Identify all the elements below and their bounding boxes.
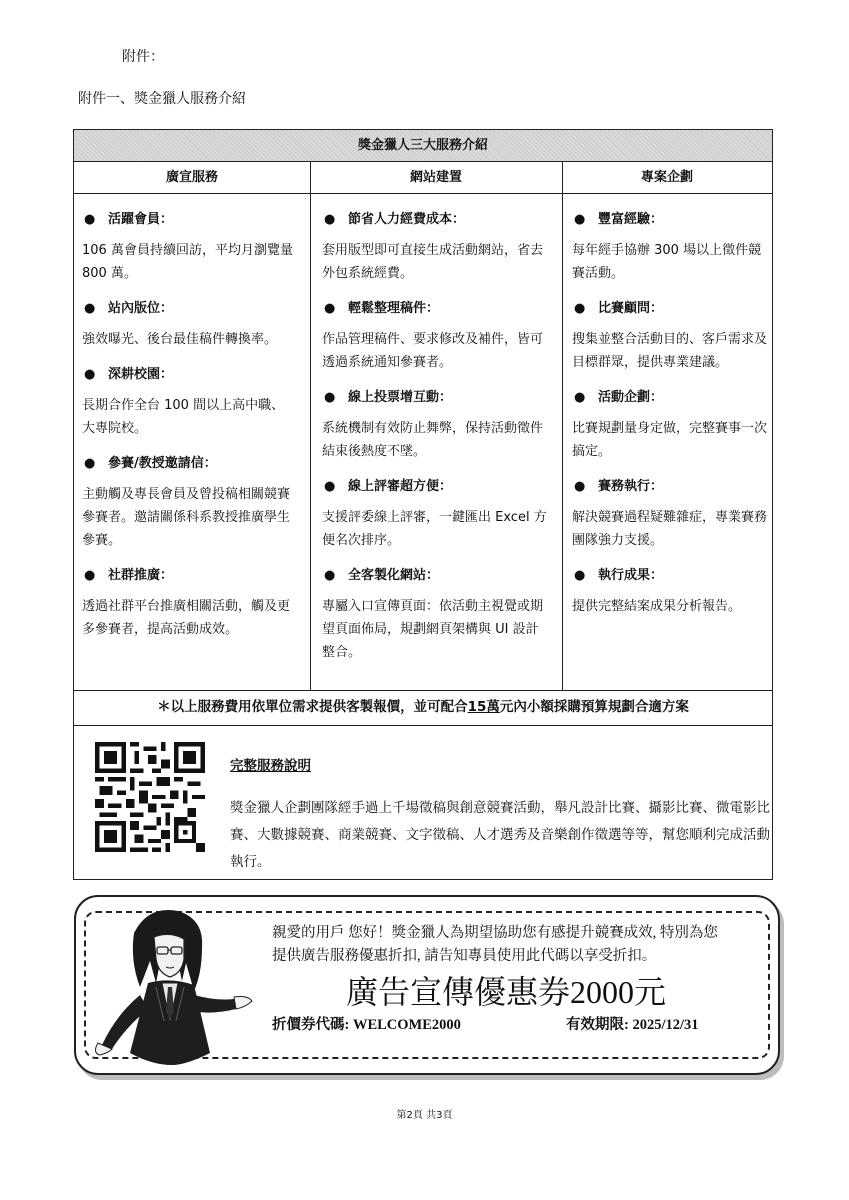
bullet-icon: ● [574,568,586,583]
service-item-heading: ● 全客製化網站： [322,564,550,587]
service-item-heading: ● 比賽顧問： [572,297,768,320]
service-item-heading: ● 線上投票增互動： [322,386,550,409]
service-item-text: 提供完整結案成果分析報告。 [572,599,742,614]
bullet-icon: ● [84,301,96,316]
service-item-heading: ● 執行成果： [572,564,768,587]
service-item-heading: ● 活動企劃： [572,386,768,409]
service-item-heading: ● 社群推廣： [82,564,296,587]
service-item-text: 套用版型即可直接生成活動網站，省去外包系統經費。 [322,243,544,281]
bullet-icon: ● [324,568,336,583]
coupon-expiry: 有效期限: 2025/12/31 [566,1017,699,1033]
column-divider [562,162,563,690]
bullet-icon: ● [324,212,336,227]
column-promotion [82,208,296,653]
service-item-heading: ● 深耕校園： [82,363,296,386]
pricing-note-text: 元內小額採購預算規劃合適方案 [499,699,689,715]
column-website [322,208,550,676]
coupon-message-line: 提供廣告服務優惠折扣, 請告知專員使用此代碼以享受折扣。 [272,948,657,964]
column-project [572,208,768,630]
service-item-text: 每年經手協辦 300 場以上徵件競賽活動。 [572,243,762,281]
service-item-text: 系統機制有效防止舞弊，保持活動徵件結束後熱度不墜。 [322,421,544,459]
service-item-text: 長期合作全台 100 間以上高中職、大專院校。 [82,398,285,436]
bullet-icon: ● [324,479,336,494]
service-description-text: 獎金獵人企劃團隊經手過上千場徵稿與創意競賽活動，舉凡設計比賽、攝影比賽、微電影比賽、大數據競賽、商業競賽、文字徵稿、人才選秀及音樂創作徵選等等，幫您順利完成活動執行。 [230,800,770,870]
column-heading-project: 專案企劃 [562,162,772,194]
coupon-code: 折價券代碼: WELCOME2000 [272,1017,461,1033]
bullet-icon: ● [84,367,96,382]
qr-code-icon [95,742,205,852]
bullet-icon: ● [574,479,586,494]
service-item-text: 解決競賽過程疑難雜症，專業賽務團隊強力支援。 [572,510,768,548]
bullet-icon: ● [324,301,336,316]
coupon-card [74,895,780,1075]
service-item-text: 106 萬會員持續回訪，平均月瀏覽量 800 萬。 [82,243,293,281]
column-heading-website: 網站建置 [310,162,562,194]
service-table [73,129,773,880]
column-heading-promotion: 廣宣服務 [74,162,310,194]
bullet-icon: ● [574,212,586,227]
bullet-icon: ● [324,390,336,405]
pricing-note [74,690,772,726]
pricing-note-amount: 15萬 [467,699,500,715]
service-item-text: 支援評委線上評審，一鍵匯出 Excel 方便名次排序。 [322,510,547,548]
service-item-text: 作品管理稿件、要求修改及補件，皆可透過系統通知參賽者。 [322,332,544,370]
bullet-icon: ● [574,390,586,405]
service-item-heading: ● 參賽/教授邀請信： [82,452,296,475]
service-item-text: 搜集並整合活動目的、客戶需求及目標群眾，提供專業建議。 [572,332,768,370]
column-divider [310,162,311,690]
service-item-text: 比賽規劃量身定做，完整賽事一次搞定。 [572,421,768,459]
bullet-icon: ● [574,301,586,316]
coupon-message-line: 親愛的用戶 您好！獎金獵人為期望協助您有感提升競賽成效, 特別為您 [272,925,718,941]
service-item-heading: ● 站內版位： [82,297,296,320]
service-item-text: 專屬入口宣傳頁面：依活動主視覺或期望頁面佈局，規劃網頁架構與 UI 設計整合。 [322,599,544,660]
bullet-icon: ● [84,568,96,583]
service-item-heading: ● 輕鬆整理稿件： [322,297,550,320]
bullet-icon: ● [84,212,96,227]
service-item-text: 透過社群平台推廣相關活動，觸及更多參賽者，提高活動成效。 [82,599,291,637]
service-item-text: 強效曝光、後台最佳稿件轉換率。 [82,332,278,347]
service-item-heading: ● 豐富經驗： [572,208,768,231]
service-item-heading: ● 線上評審超方便： [322,475,550,498]
coupon-title: 廣告宣傳優惠券2000元 [346,974,667,1010]
table-title: 獎金獵人三大服務介紹 [74,130,772,162]
service-item-heading: ● 節省人力經費成本： [322,208,550,231]
attachment-label: 附件： [122,49,164,65]
service-item-text: 主動觸及專長會員及曾投稿相關競賽參賽者。邀請關係科系教授推廣學生參賽。 [82,487,291,548]
service-description-title: 完整服務說明 [230,758,311,774]
character-illustration [86,903,256,1069]
pricing-note-text: ＊以上服務費用依單位需求提供客製報價，並可配合 [157,699,468,715]
service-item-heading: ● 活躍會員： [82,208,296,231]
page-number: 第2頁 共3頁 [396,1110,453,1121]
service-item-heading: ● 賽務執行： [572,475,768,498]
section-title: 附件一、獎金獵人服務介紹 [78,91,246,107]
bullet-icon: ● [84,456,96,471]
